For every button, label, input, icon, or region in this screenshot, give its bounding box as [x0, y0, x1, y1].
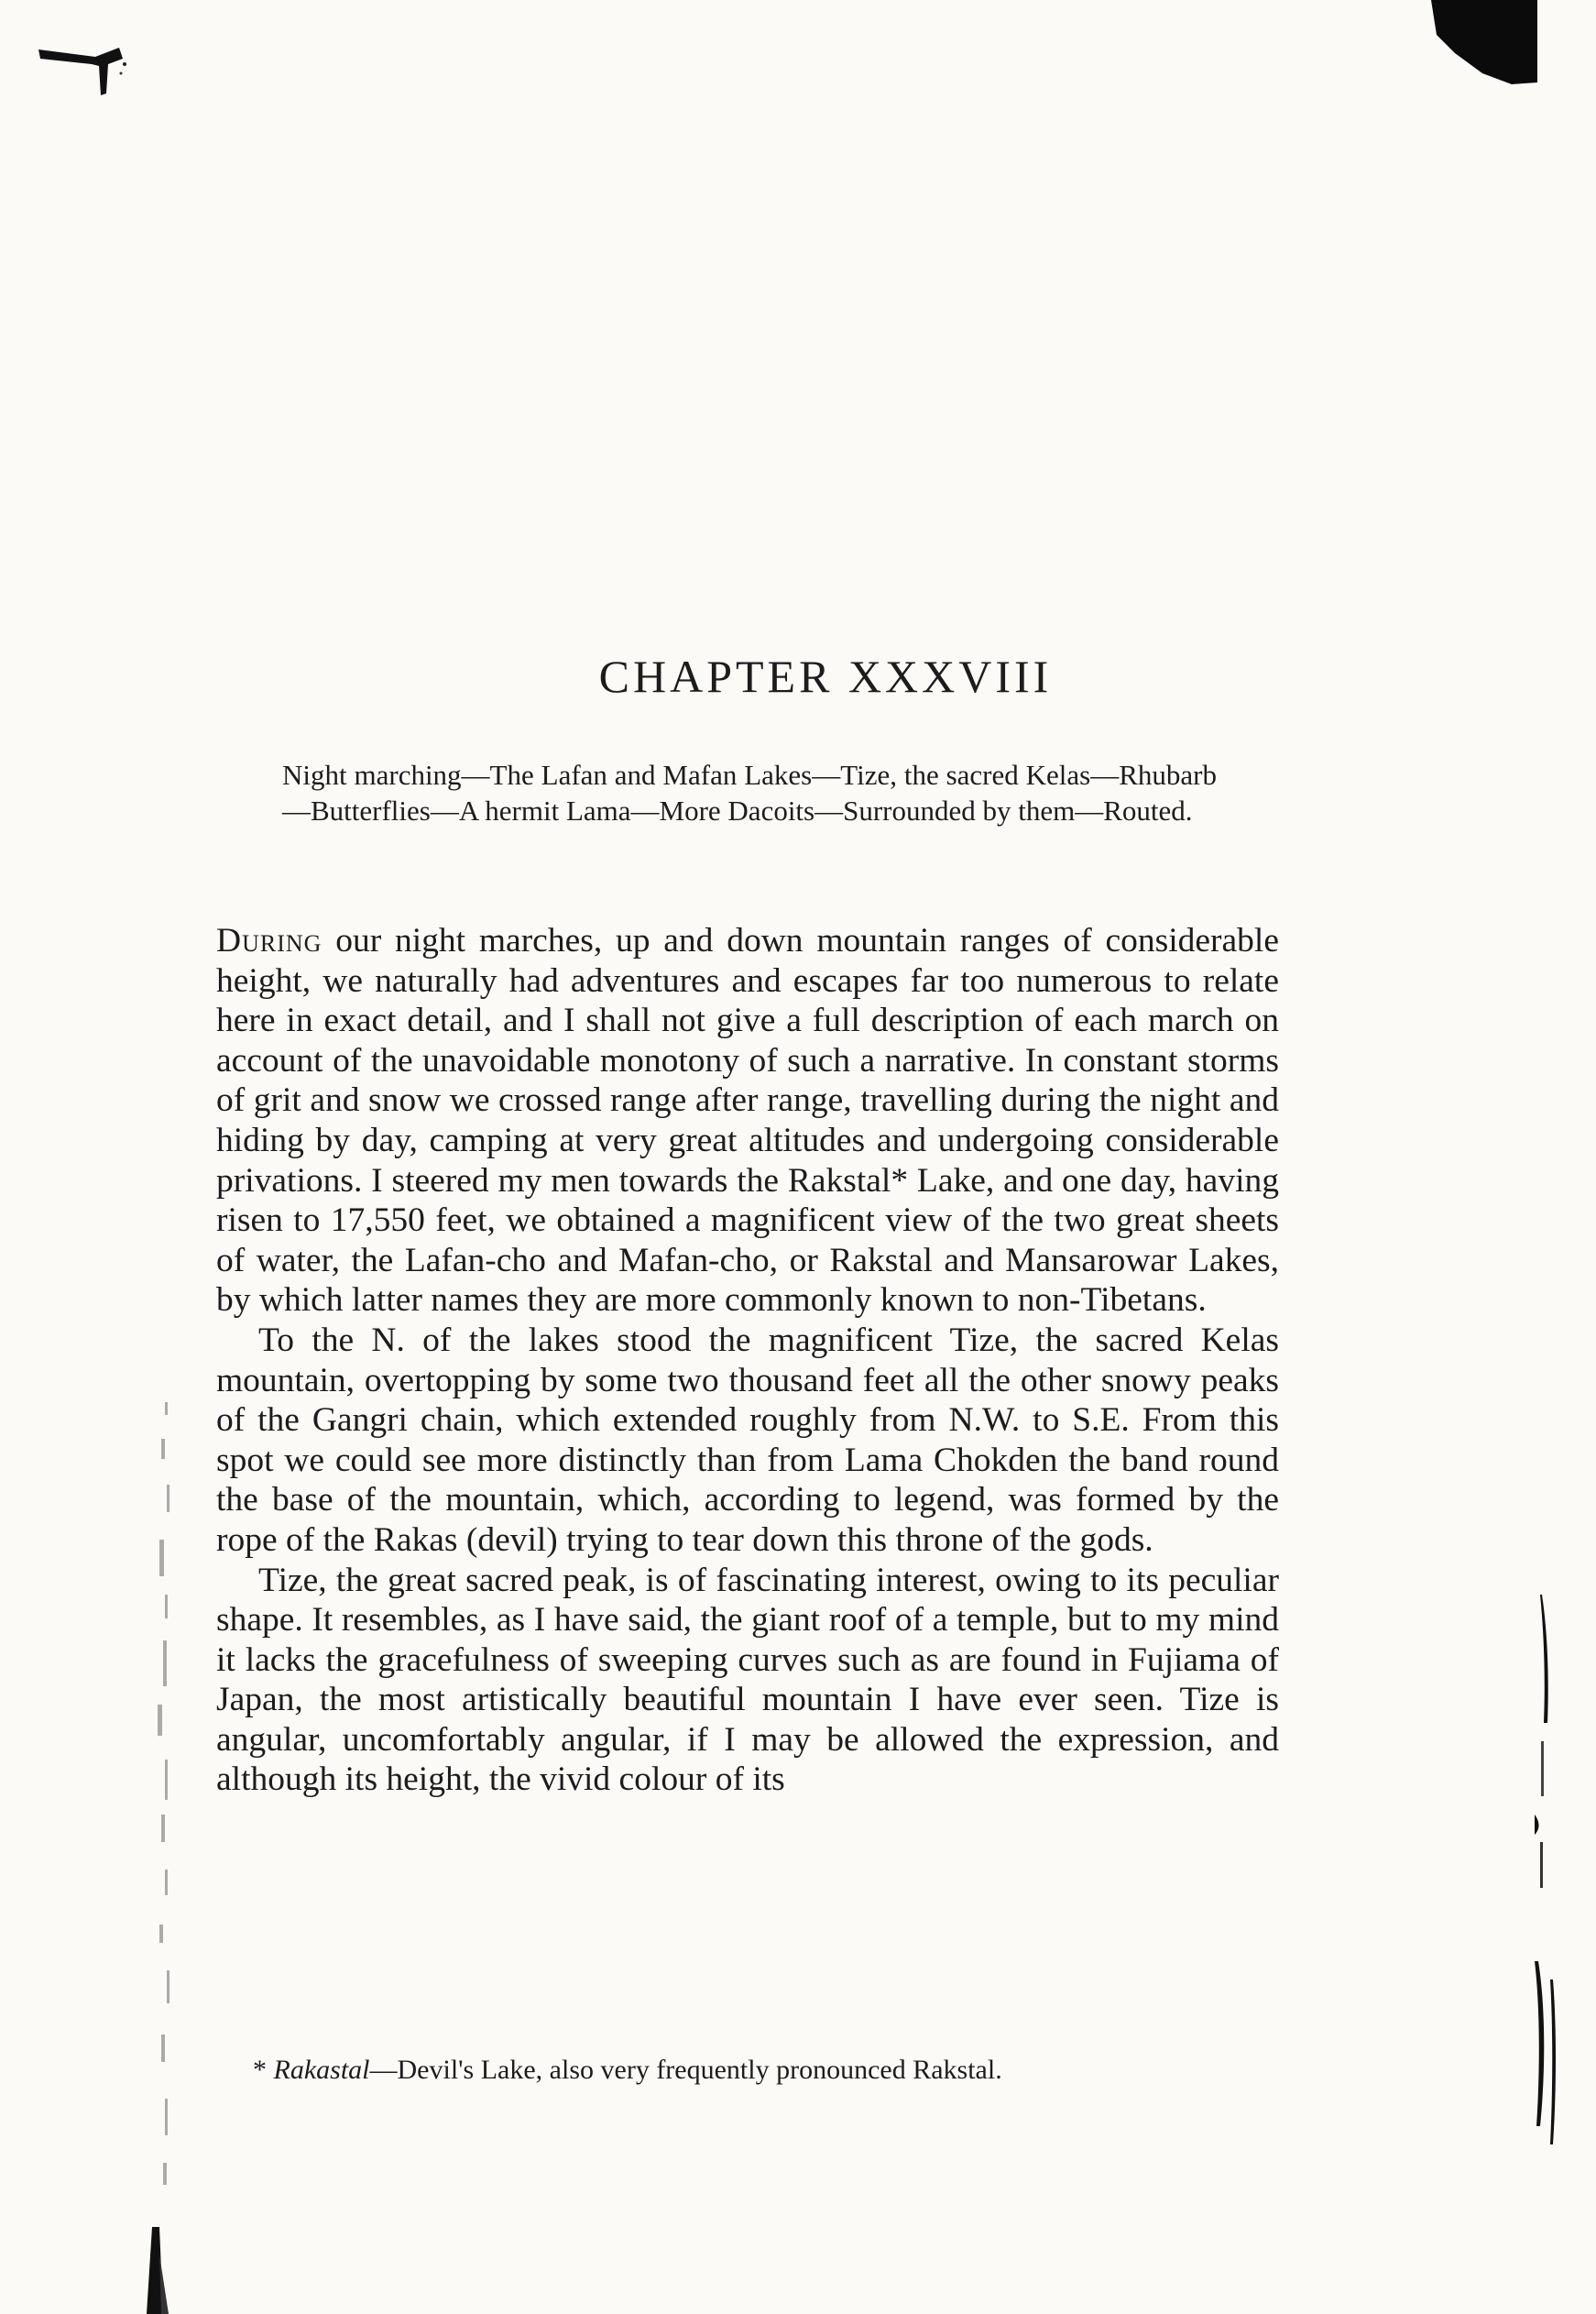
chapter-heading: CHAPTER XXXVIII	[598, 651, 1053, 702]
binding-edge-shadow	[147, 1375, 183, 2314]
footnote-marker: *	[253, 2055, 274, 2085]
scan-artifact-top-left	[31, 37, 132, 101]
footnote-term: Rakastal	[273, 2055, 370, 2085]
paragraph-1-text: our night marches, up and down mountain ranges of considerable height, we naturally had adventures and escapes far too numerous to relate here in exact detail, and I shall not give a full description of each march on account of the unavoidable monotony of such a narrative. In constant storms of grit and snow we crossed range after range, travelling during the night and hiding by day, camping at very great altitudes and undergoing considerable privations. I steered my men towards the Rakstal* Lake, and one day, having risen to 17,550 feet, we obtained a magnificent view of the two great sheets of water, the Lafan-cho and Mafan-cho, or Rakstal and Mansarowar Lakes, by which latter names they are more commonly known to non-Tibetans.	[216, 922, 1279, 1320]
footnote-text: —Devil's Lake, also very frequently pronounced Rakstal.	[369, 2055, 1002, 2085]
right-edge-artifacts	[1525, 1595, 1562, 2144]
footnote	[253, 2053, 1279, 2088]
paragraph-2: To the N. of the lakes stood the magnificent Tize, the sacred Kelas mountain, overtopping by some two thousand feet all the other snowy peaks of the Gangri chain, which extended roughly from N.W. to S.E. From this spot we could see more distinctly than from Lama Chokden the band round the base of the mountain, which, according to legend, was formed by the rope of the Rakas (devil) trying to tear down this throne of the gods.	[216, 1321, 1279, 1559]
body-text	[216, 921, 1279, 1800]
paragraph-3: Tize, the great sacred peak, is of fascinating interest, owing to its peculiar shape. It resembles, as I have said, the giant roof of a temple, but to my mind it lacks the gracefulness of sweeping curves such as are found in Fujiama of Japan, the most artistically beautiful mountain I have ever seen. Tize is angular, uncomfortably angular, if I may be allowed the expression, and although its height, the vivid colour of its	[216, 1561, 1279, 1799]
chapter-synopsis: Night marching—The Lafan and Mafan Lakes—Tize, the sacred Kelas—Rhubarb—Butterflies—A hermit Lama—More Dacoits—Surrounded by them—Routed.	[282, 759, 1217, 827]
opening-word: During	[216, 922, 322, 960]
paragraph-1	[216, 921, 1279, 1321]
scan-artifact-top-right	[1427, 0, 1537, 84]
